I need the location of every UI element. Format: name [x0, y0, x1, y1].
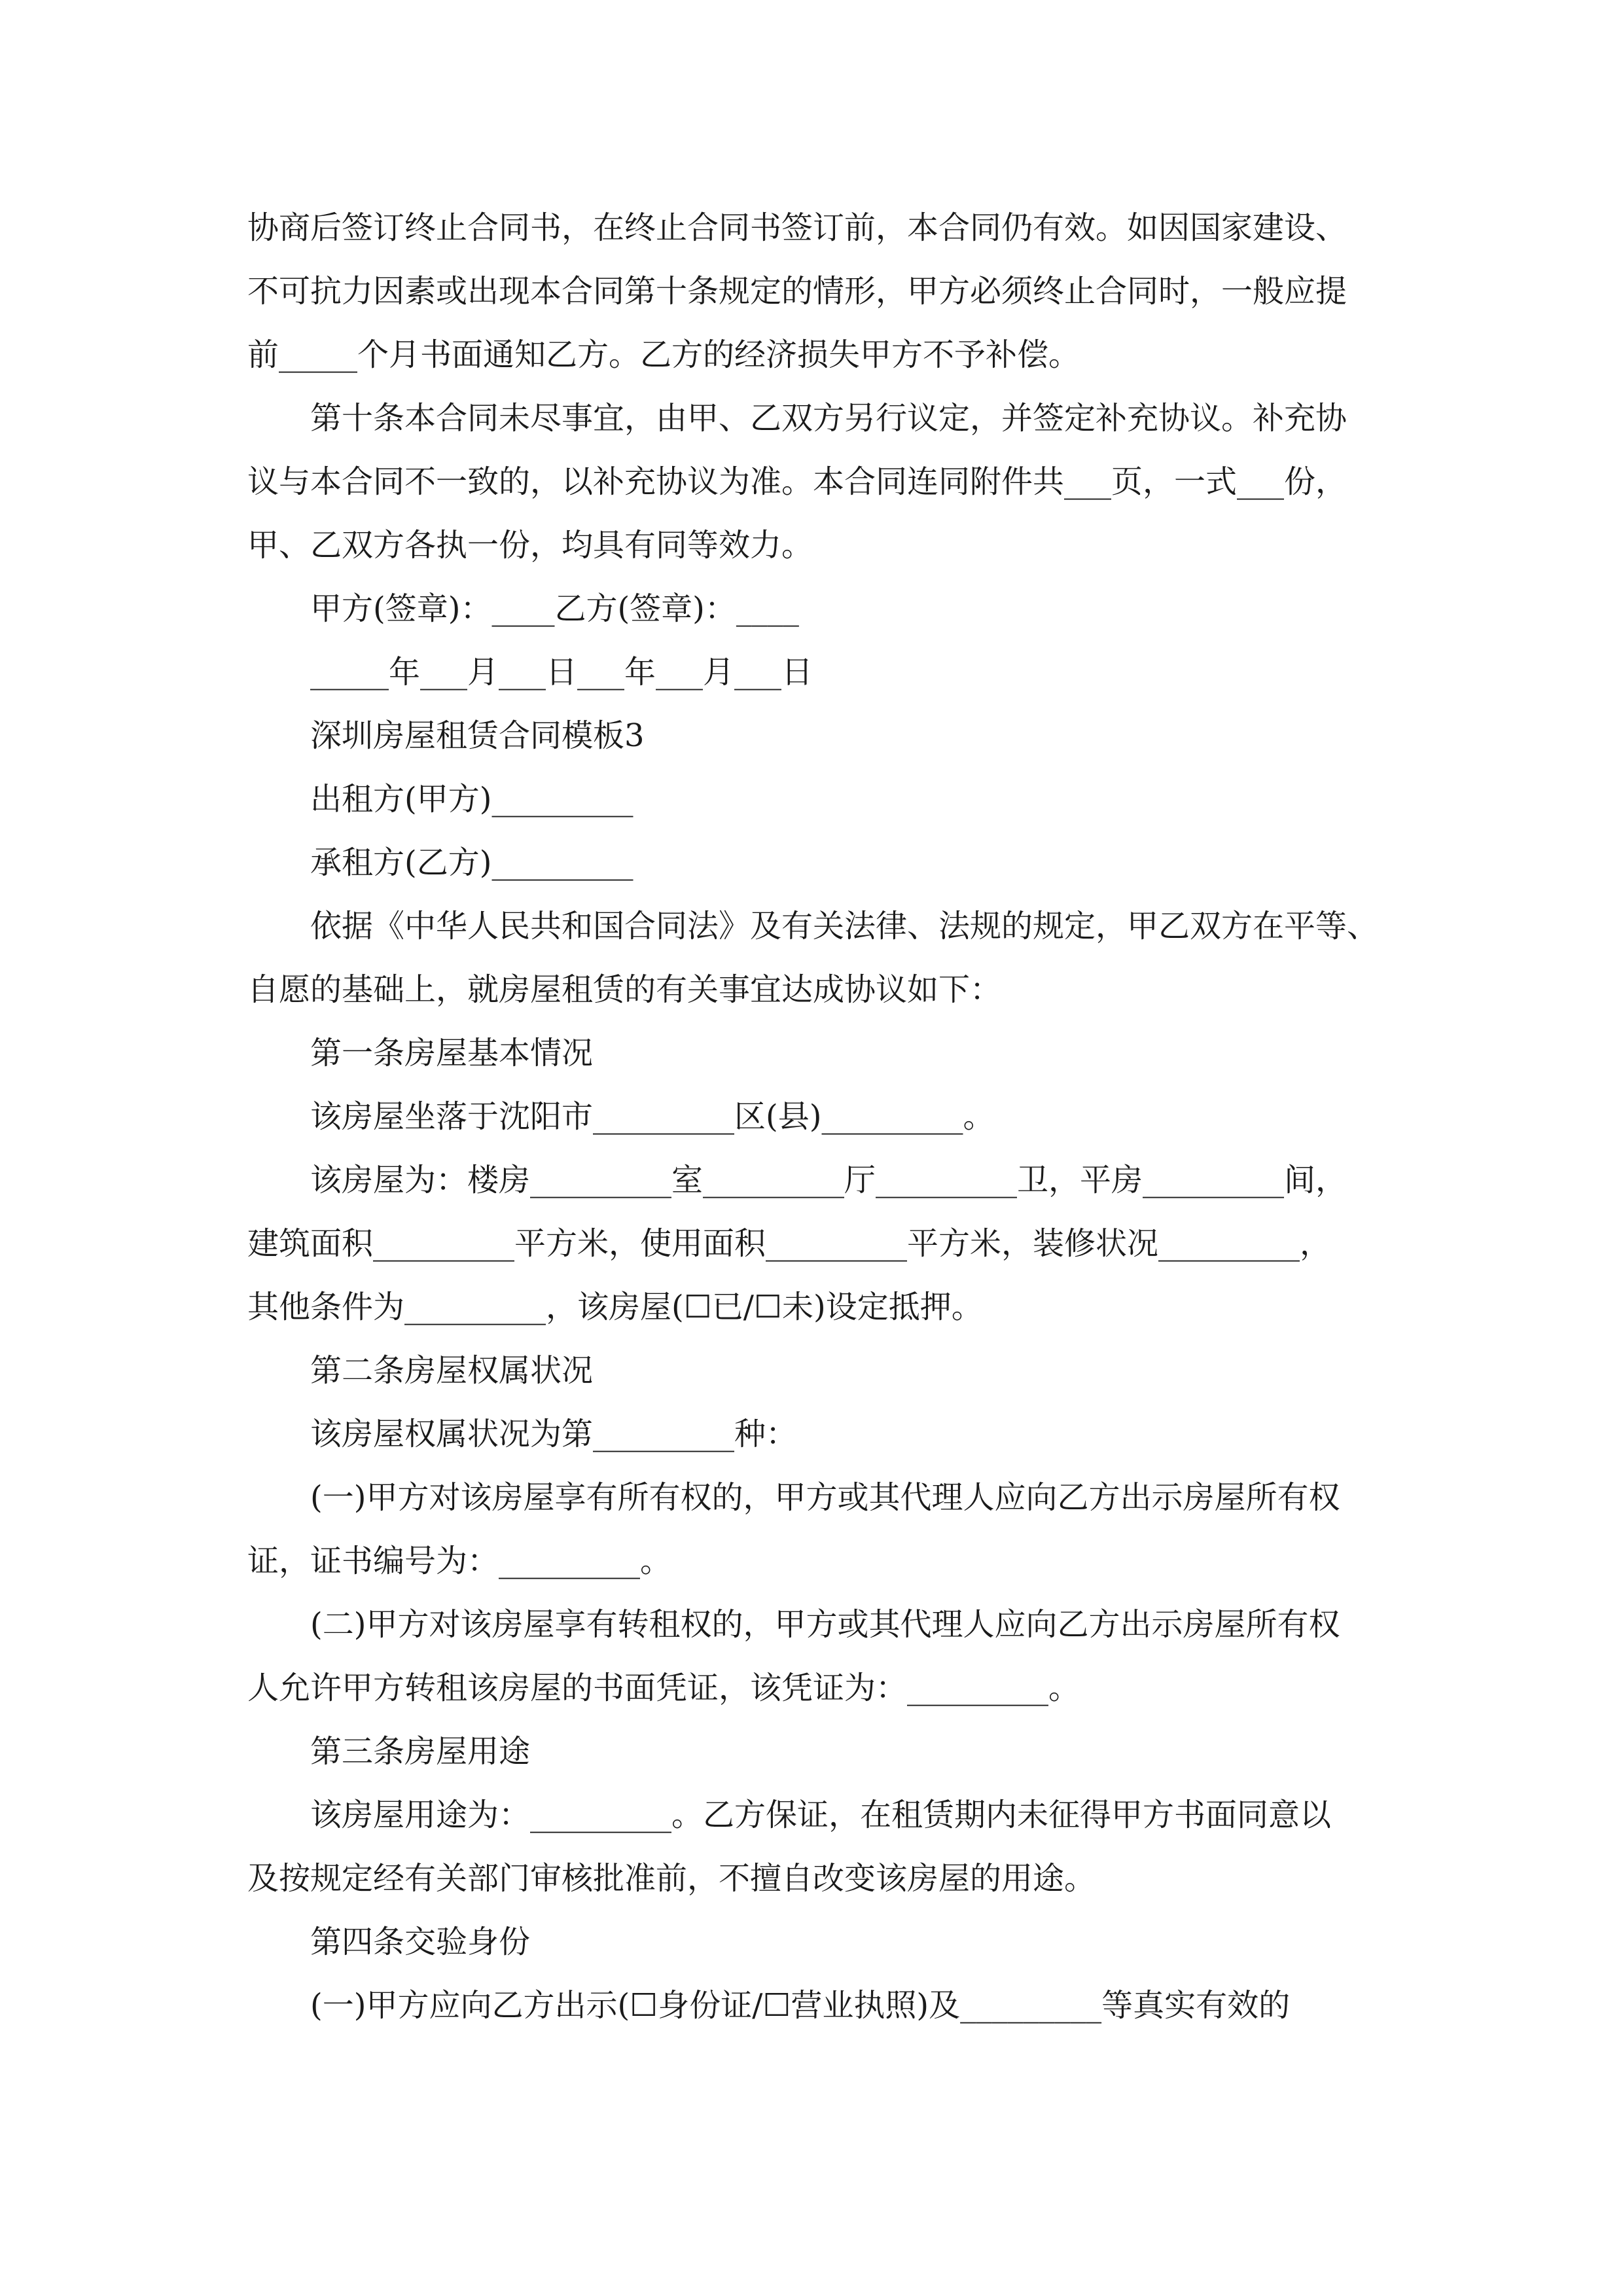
- text-line: 及按规定经有关部门审核批准前，不擅自改变该房屋的用途。: [247, 1860, 1096, 1897]
- text-line: (一)甲方应向乙方出示(☐身份证/☐营业执照)及_________等真实有效的: [310, 1987, 1291, 2024]
- date-line: _____年___月___日___年___月___日: [310, 654, 813, 691]
- text-line: 该房屋为：楼房_________室_________厅_________卫，平房_________间，: [310, 1162, 1347, 1198]
- text-line: 自愿的基础上，就房屋租赁的有关事宜达成协议如下：: [247, 971, 1002, 1008]
- text-line: 该房屋权属状况为第_________种：: [310, 1416, 798, 1452]
- lessee-line: 承租方(乙方)_________: [310, 844, 633, 881]
- article-3-heading: 第三条房屋用途: [310, 1733, 531, 1770]
- lessor-line: 出租方(甲方)_________: [310, 781, 633, 817]
- preamble-paragraph: 依据《中华人民共和国合同法》及有关法律、法规的规定，甲乙双方在平等、: [310, 908, 1379, 944]
- text-line: 协商后签订终止合同书，在终止合同书签订前，本合同仍有效。如因国家建设、: [247, 209, 1347, 246]
- text-line: 议与本合同不一致的，以补充协议为准。本合同连同附件共___页，一式___份，: [247, 463, 1347, 500]
- text-line: 其他条件为_________，该房屋(☐已/☐未)设定抵押。: [247, 1289, 983, 1325]
- contract-title: 深圳房屋租赁合同模板3: [310, 717, 645, 754]
- text-line: 人允许甲方转租该房屋的书面凭证，该凭证为：_________。: [247, 1670, 1080, 1706]
- text-line: (一)甲方对该房屋享有所有权的，甲方或其代理人应向乙方出示房屋所有权: [310, 1479, 1340, 1516]
- article-4-heading: 第四条交验身份: [310, 1924, 531, 1960]
- text-line: 不可抗力因素或出现本合同第十条规定的情形，甲方必须终止合同时，一般应提: [247, 273, 1347, 310]
- text-line: 该房屋用途为：_________。乙方保证，在租赁期内未征得甲方书面同意以: [310, 1797, 1332, 1833]
- text-line: 该房屋坐落于沈阳市_________区(县)_________。: [310, 1098, 995, 1135]
- text-line: 前_____个月书面通知乙方。乙方的经济损失甲方不予补偿。: [247, 336, 1080, 373]
- signature-line: 甲方(签章)：____乙方(签章)：____: [310, 590, 799, 627]
- article-2-heading: 第二条房屋权属状况: [310, 1352, 594, 1389]
- text-line: 证，证书编号为：_________。: [247, 1543, 672, 1579]
- article-1-heading: 第一条房屋基本情况: [310, 1035, 594, 1071]
- text-line: 建筑面积_________平方米，使用面积_________平方米，装修状况_________，: [247, 1225, 1332, 1262]
- text-line: 甲、乙双方各执一份，均具有同等效力。: [247, 527, 813, 564]
- text-line: (二)甲方对该房屋享有转租权的，甲方或其代理人应向乙方出示房屋所有权: [310, 1606, 1340, 1643]
- article-10-paragraph: 第十条本合同未尽事宜，由甲、乙双方另行议定，并签定补充协议。补充协: [310, 400, 1347, 437]
- document-body: [247, 196, 1386, 2037]
